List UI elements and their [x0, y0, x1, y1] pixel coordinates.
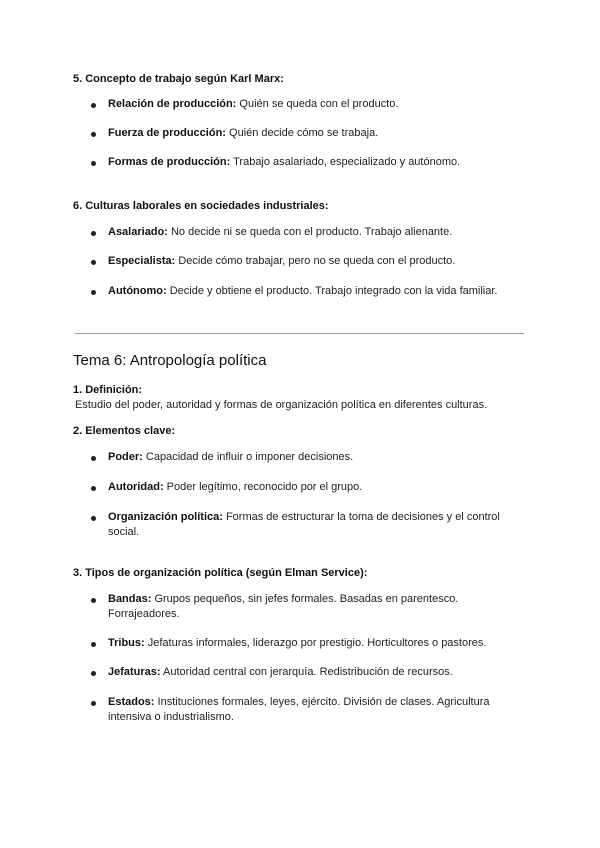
- item-lead: Autónomo:: [108, 285, 167, 297]
- definicion-heading: 1. Definición:: [73, 384, 143, 396]
- item-text: Formas de estructurar la toma de decisiones y el control: [222, 511, 500, 523]
- list-item: [108, 126, 378, 141]
- bullet: [91, 161, 96, 166]
- item-lead: Bandas:: [108, 593, 152, 605]
- bullet: [91, 103, 96, 108]
- item-lead: Poder:: [108, 451, 143, 463]
- section-5-heading: 5. Concepto de trabajo según Karl Marx:: [73, 73, 284, 85]
- item-text: Jefaturas informales, liderazgo por prestigio. Horticultores o pastores.: [144, 637, 487, 649]
- list-item: [108, 592, 458, 607]
- list-item-continuation: Forrajeadores.: [108, 608, 180, 620]
- item-text: Grupos pequeños, sin jefes formales. Basadas en parentesco.: [151, 593, 459, 605]
- list-item: [108, 636, 486, 651]
- section-6-heading: 6. Culturas laborales en sociedades industriales:: [73, 200, 329, 212]
- bullet: [91, 598, 96, 603]
- item-lead: Relación de producción:: [108, 98, 237, 110]
- horizontal-divider: [75, 333, 524, 334]
- definicion-text: Estudio del poder, autoridad y formas de organización política en diferentes culturas.: [75, 399, 488, 411]
- item-text: No decide ni se queda con el producto. Trabajo alienante.: [167, 226, 453, 238]
- item-lead: Organización política:: [108, 511, 223, 523]
- tipos-heading: 3. Tipos de organización política (según Elman Service):: [73, 567, 368, 579]
- list-item: [108, 450, 353, 465]
- item-lead: Fuerza de producción:: [108, 127, 226, 139]
- list-item: [108, 254, 455, 269]
- bullet: [91, 642, 96, 647]
- item-text: Quién se queda con el producto.: [236, 98, 399, 110]
- bullet: [91, 671, 96, 676]
- bullet: [91, 132, 96, 137]
- list-item: [108, 510, 500, 525]
- list-item: [108, 665, 453, 680]
- item-lead: Asalariado:: [108, 226, 168, 238]
- item-text: Quién decide cómo se trabaja.: [225, 127, 379, 139]
- list-item: [108, 480, 362, 495]
- bullet: [91, 231, 96, 236]
- list-item: [108, 284, 497, 299]
- list-item: [108, 225, 452, 240]
- item-lead: Tribus:: [108, 637, 145, 649]
- bullet: [91, 701, 96, 706]
- item-lead: Autoridad:: [108, 481, 164, 493]
- item-lead: Formas de producción:: [108, 156, 231, 168]
- item-lead: Estados:: [108, 696, 155, 708]
- bullet: [91, 290, 96, 295]
- list-item-continuation: social.: [108, 526, 140, 538]
- list-item: [108, 695, 490, 710]
- list-item: [108, 155, 460, 170]
- item-text: Autoridad central con jerarquía. Redistribución de recursos.: [160, 666, 453, 678]
- item-text: Decide y obtiene el producto. Trabajo integrado con la vida familiar.: [166, 285, 498, 297]
- item-text: Poder legítimo, reconocido por el grupo.: [163, 481, 363, 493]
- item-text: Trabajo asalariado, especializado y autónomo.: [230, 156, 461, 168]
- topic-title: Tema 6: Antropología política: [73, 352, 267, 369]
- bullet: [91, 486, 96, 491]
- item-lead: Jefaturas:: [108, 666, 161, 678]
- item-lead: Especialista:: [108, 255, 176, 267]
- bullet: [91, 456, 96, 461]
- list-item-continuation: intensiva o industrialismo.: [108, 711, 234, 723]
- elementos-heading: 2. Elementos clave:: [73, 425, 176, 437]
- bullet: [91, 260, 96, 265]
- item-text: Instituciones formales, leyes, ejército. División de clases. Agricultura: [154, 696, 490, 708]
- item-text: Decide cómo trabajar, pero no se queda con el producto.: [175, 255, 456, 267]
- list-item: [108, 97, 398, 112]
- bullet: [91, 516, 96, 521]
- item-text: Capacidad de influir o imponer decisiones.: [142, 451, 354, 463]
